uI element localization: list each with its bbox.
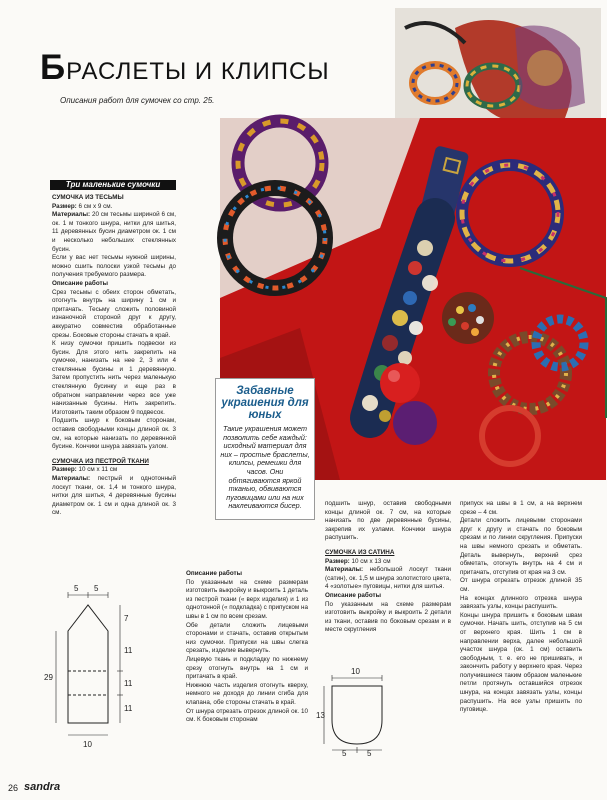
bag2-materials-label: Материалы: <box>52 475 91 482</box>
bag1-materials-label: Материалы: <box>52 211 91 219</box>
pattern-outline-1 <box>68 605 108 723</box>
bag2-materials-text: пестрый и однотонный лоскут ткани, ок. 1,4 м тонкого шнура, нитки для шитья, 4 деревянные бусины диаметром ок. 1 см и одна длиной ок. 3 см. <box>52 475 176 517</box>
bag2-work-p5: От шнура отрезать отрезок длиной ок. 10 см. К боковым сторонам <box>186 707 308 724</box>
bag2-work-p3: Лицевую ткань и подкладку по нижнему срезу отогнуть внутрь на 1 см и притачать в край. <box>186 655 308 681</box>
bag2-size-label: Размер: <box>52 466 77 474</box>
dim-label-5a: 5 <box>74 584 79 593</box>
bag2-size <box>52 466 176 475</box>
dim2-label-13: 13 <box>316 711 325 720</box>
bag2-work-p1: По указанным на схеме размерам изготовить выкройку и выкроить 1 деталь из пестрой ткани (« верх изделия) и 1 из однотонной (« подкладка) с припуском на швы в 1 см по всем срезам. <box>186 578 308 620</box>
section-header: Три маленькие сумочки <box>50 180 176 190</box>
bag1-work-text-1: Срез тесьмы с обеих сторон обметать, отогнуть внутрь на ширину 1 см и притачать. Тесьму сложить половиной изнаночной стороной друг к другу, аккуратно совместив обработанные срезы. Боковые стороны стачать в край. <box>52 288 176 339</box>
top-photo <box>395 8 601 134</box>
magazine-name: sandra <box>24 781 61 793</box>
dim2-label-10: 10 <box>351 667 360 676</box>
middle-column-1 <box>186 570 308 725</box>
bag2-work-title: Описание работы <box>186 570 242 577</box>
bag2-work-p6: подшить шнур, оставив свободными концы длиной ок. 7 см, на которые нанизать по две деревянные бусины, закрепив их узлами. Кончики шнура распушить. <box>325 500 451 542</box>
info-box-text: Такие украшения может позволить себе каждый: исходный материал для них – простые браслеты, клипсы, ремешки для часов. Они обтягиваются яркой тканью, обвиваются пуговицами или на них наклеиваются бисер. <box>220 424 310 511</box>
dim-label-11a: 11 <box>124 646 133 655</box>
bag1-size-label: Размер: <box>52 202 77 210</box>
bag1-materials-text: 20 см тесьмы шириной 6 см, ок. 1 м тонкого шнура, нитки для шитья, 11 деревянных бусин диаметром ок. 1 см и несколько небольших стеклянных бусин. <box>52 211 176 253</box>
left-column <box>52 194 176 518</box>
bag3-work-title: Описание работы <box>325 591 381 599</box>
bag3-title: СУМОЧКА ИЗ САТИНА <box>325 548 395 556</box>
bag3-work-p1: По указанным на схеме размерам изготовить выкройку и выкроить 2 детали из ткани, оставив по боковым срезам и в месте скругления <box>325 600 451 634</box>
bag3-materials-label: Материалы: <box>325 566 364 574</box>
dim-label-5b: 5 <box>94 584 99 593</box>
dim-label-11c: 11 <box>124 704 133 713</box>
pattern-outline-2 <box>332 686 382 744</box>
info-box <box>215 378 315 520</box>
bag3-work-p5: На концах длинного отрезка шнура завязать узлы, концы распушить. <box>460 594 582 611</box>
bag3-materials-text: небольшой лоскут ткани (сатин), ок. 1,5 м шнура золотистого цвета, 4 «золотые» пуговицы, нитки для шитья. <box>325 566 451 591</box>
bag1-size-value: 6 см х 9 см. <box>78 202 113 210</box>
right-column <box>460 500 582 715</box>
page-title <box>40 48 330 88</box>
bag1-work-text-3: Подшить шнур к боковым сторонам, оставив свободными концы длиной ок. 3 см, на которые нанизать по деревянной бусине. Кончики шнура завязать узлом. <box>52 417 176 451</box>
bag1-work-title: Описание работы <box>52 279 108 287</box>
bag1-size <box>52 203 176 212</box>
bag2-materials <box>52 475 176 518</box>
bag1-title: СУМОЧКА ИЗ ТЕСЬМЫ <box>52 194 124 201</box>
bag2-title: СУМОЧКА ИЗ ПЕСТРОЙ ТКАНИ <box>52 457 149 465</box>
bag1-note: Если у вас нет тесьмы нужной ширины, можно сшить полоски узкой тесьмы до получения требуемого размера. <box>52 254 176 279</box>
bag3-work-p6: Концы шнура пришить к боковым швам сумочки. Начать шить, отступив на 5 см от верхнего края. Шить 1 см в направлении верха, далее небольшой участок шнура (ок. 1 см) оставить свободным, т. е. его не пришивать, и закончить работу у верхнего края. Через получившиеся таким образом маленькие петли протянуть оставшийся отрезок шнура, на концах завязать узлы, концы распушить. На все узлы пришить по пуговице. <box>460 611 582 714</box>
middle-column-2 <box>325 500 451 635</box>
dim-label-10: 10 <box>83 740 92 749</box>
info-box-title: Забавные украшения для юных <box>221 385 309 421</box>
subtitle: Описания работ для сумочек со стр. 25. <box>60 96 215 105</box>
bag1-materials <box>52 211 176 254</box>
bag3-size-value: 10 см х 13 см <box>351 557 391 565</box>
pattern-diagram-1 <box>40 583 170 755</box>
bag2-work-p2: Обе детали сложить лицевыми сторонами и стачать, оставив открытым низ сумочки. Припуски на швы слегка срезать, изделие вывернуть. <box>186 621 308 655</box>
top-photo-image <box>395 8 601 134</box>
bag3-work-p3: Детали сложить лицевыми сторонами друг к другу и стачать по боковым срезам и по линии скругления. Припуски на швы немного срезать и обметать. Деталь вывернуть, верхний срез обметать, отогнуть внутрь на 4 см и притачать, отступив от края на 3 см. <box>460 517 582 576</box>
pattern-diagram-2 <box>318 662 390 756</box>
bag2-work-p4: Нижнюю часть изделия отогнуть кверху, немного не доходя до линии сгиба для клапана, обе стороны стачать в край. <box>186 681 308 706</box>
bag2-size-value: 10 см х 11 см <box>78 466 118 474</box>
bag3-size <box>325 558 451 567</box>
dim2-label-5a: 5 <box>342 749 347 758</box>
dim-label-7: 7 <box>124 614 129 623</box>
bag3-work-p2: припуск на швы в 1 см, а на верхнем срезе – 4 см. <box>460 500 582 516</box>
dim-label-11b: 11 <box>124 679 133 688</box>
bag3-materials <box>325 566 451 592</box>
bag3-work-p4: От шнура отрезать отрезок длиной 35 см. <box>460 577 582 593</box>
page-number: 26 <box>8 783 19 793</box>
dim2-label-5b: 5 <box>367 749 372 758</box>
bag1-work-text-2: К низу сумочки пришить подвески из бусин. Для этого нить закрепить на сумочке, нанизать на нее 2, 3 или 4 стеклянные бусины и 1 деревянную. Затем пропустить нить через маленькую стеклянную бусинку и еще раз в обратном направлении через все уже нанизанные бусины. Нить закрепить. Изготовить таким образом 9 подвесок. <box>52 340 176 416</box>
title-initial: Б <box>40 48 67 87</box>
bag3-size-label: Размер: <box>325 557 350 565</box>
dim-label-29: 29 <box>44 673 53 682</box>
title-rest: РАСЛЕТЫ И КЛИПСЫ <box>66 58 330 85</box>
